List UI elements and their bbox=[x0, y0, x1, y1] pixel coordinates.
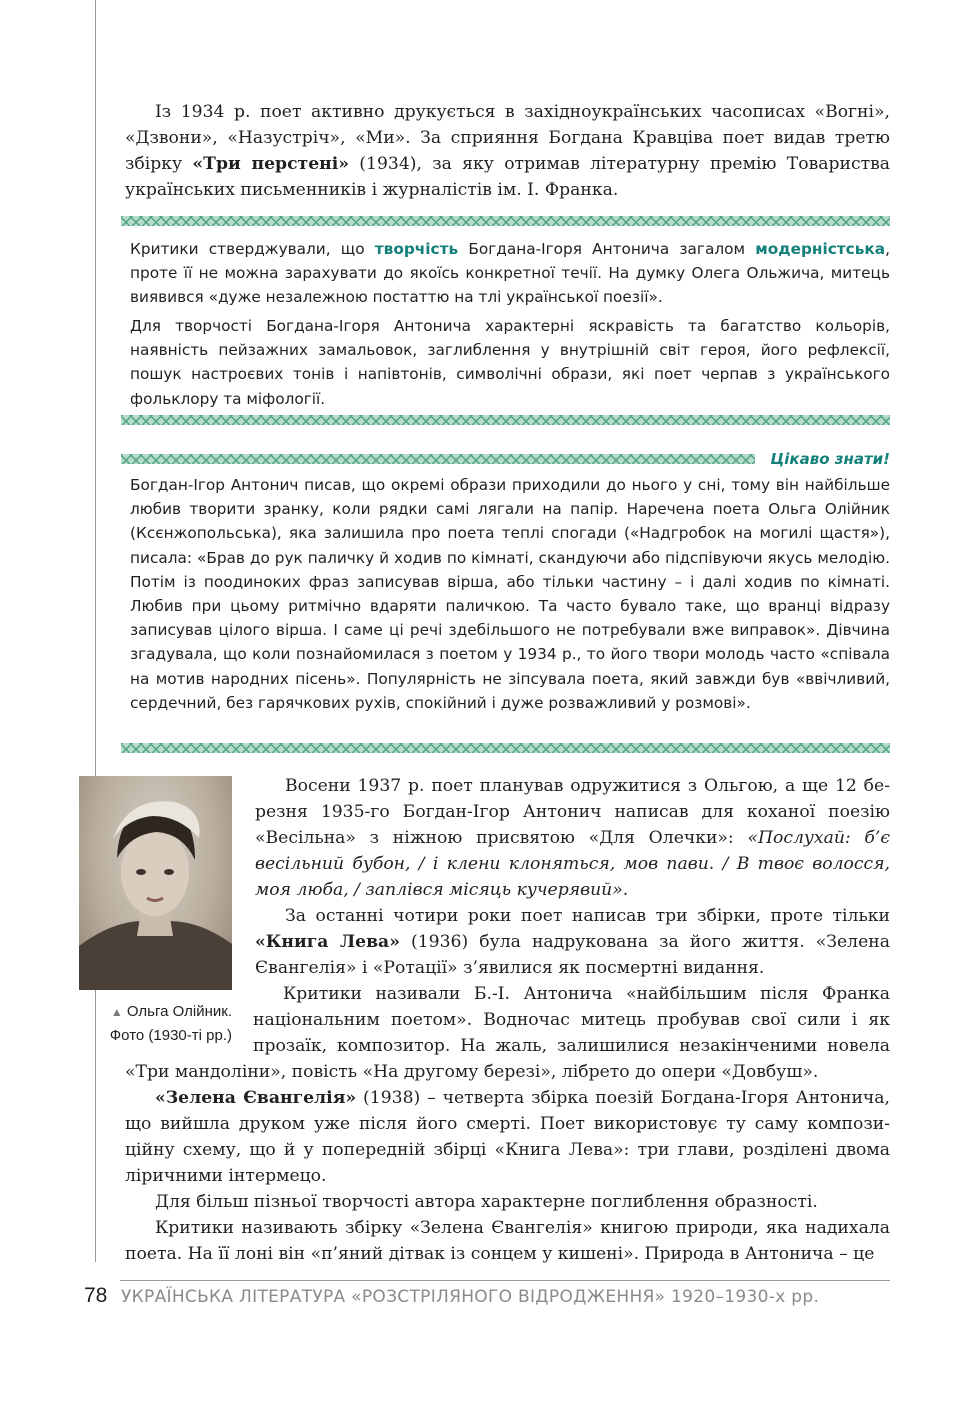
poem-quote: «Послухай: б’є весільний бубон, / і клени клоняться, мов пави. / В твоє волосся, моя люба, / заплівся місяць кучерявий». bbox=[255, 828, 890, 900]
portrait-illustration bbox=[79, 776, 232, 990]
nature-paragraph: Критики називають збірку «Зелена Євангелія» книгою природи, яка надихала поета. На її лоні він «п’яний дітвак із сонцем у кишені». Природа в Антонича – це bbox=[125, 1218, 890, 1264]
box1-bottom-border bbox=[121, 415, 890, 425]
intro-text-end: (1934), за яку отримав літературну премію Товариства українських письменників і журналістів ім. І. Франка. bbox=[125, 154, 891, 200]
caption-line-2: Фото (1930-ті рр.) bbox=[109, 1027, 232, 1044]
green-gospel-paragraph bbox=[125, 1085, 890, 1189]
box1-text-c: , проте її не можна зарахувати до якоїсь конкретної течії. На думку Олега Ольжича, митець виявився «дуже незалежною постаттю на тлі української поезії». bbox=[130, 240, 890, 307]
term-modernist: модерністська bbox=[755, 240, 886, 258]
page-number: 78 bbox=[84, 1284, 108, 1307]
later-work-paragraph: Для більш пізньої творчості автора характерне поглиблення образності. bbox=[155, 1192, 818, 1212]
photo-float-spacer bbox=[125, 981, 253, 1059]
book-title-green-gospel: «Зелена Євангелія» bbox=[155, 1088, 357, 1108]
intro-paragraph bbox=[125, 99, 890, 203]
portrait-photo bbox=[79, 776, 232, 990]
critics-paragraph: Критики називали Б.-І. Антонича «найбільшим після Франка національним поетом». Водночас митець пробував свої сили і як прозаїк, композитор. На жаль, залишилися незакінченими новела «Три мандоліни», повість «На другому березі», лібрето до опери «Довбуш». bbox=[125, 984, 890, 1082]
last-years-paragraph bbox=[255, 903, 890, 981]
last-years-text-a: За останні чотири роки поет написав три збірки, проте тільки bbox=[285, 906, 890, 926]
caption-name: Ольга Олійник. bbox=[126, 1003, 232, 1020]
did-you-know-title: Цікаво знати! bbox=[770, 450, 890, 468]
triangle-icon: ▲ bbox=[110, 1005, 123, 1019]
wedding-text: Восени 1937 р. поет планував одружитися з Ольгою, а ще 12 березня 1935-го Богдан-Ігор Антонич написав для коханої поезію «Весільна» з ніжною присвятою «Для Олечки»: bbox=[255, 776, 890, 848]
margin-rule bbox=[95, 0, 96, 1262]
box2-top-border bbox=[121, 454, 755, 464]
running-title: УКРАЇНСЬКА ЛІТЕРАТУРА «РОЗСТРІЛЯНОГО ВІДРОДЖЕННЯ» 1920–1930-х рр. bbox=[121, 1287, 820, 1307]
term-creativity: творчість bbox=[374, 240, 459, 258]
box2-paragraph: Богдан-Ігор Антонич писав, що окремі образи приходили до нього у сні, тому він найбільше любив творити зранку, коли рядки самі лягали на папір. Наречена поета Ольга Олійник (Ксєнжопольська), яка залишила про поета теплі спогади («Надгробок на могилі щастя»), писала: «Брав до рук паличку й ходив по кімнаті, скандуючи або підспівуючи якусь мелодію. Потім із поодиноких фраз записував вірша, або тільки частину – і далі ходив по кімнаті. Любив при цьому ритмічно вдаряти паличкою. Та часто бувало таке, що вранці відразу записував цілого вірша. І саме ці речі здебільшого не потребували вже виправок». Дівчина згадувала, що коли познайомилася з поетом у 1934 р., то його твори молодь часто «співала на мотив народних пісень». Популярність не зіпсувала поета, який завжди був «ввічливий, сердечний, без гарячкових рухів, спокійний і дуже розважливий у розмові». bbox=[130, 476, 890, 712]
box1-paragraph-2: Для творчості Богдана-Ігоря Антонича характерні яскравість та багатство кольорів, наявність пейзажних замальовок, заглиблення у внутрішній світ героя, його рефлексії, пошук настроєвих тонів і напівтонів, символічні образи, які поет черпав з українського фольклору та міфології. bbox=[130, 317, 890, 408]
book-title-three-rings: «Три перстені» bbox=[192, 154, 349, 174]
green-gospel-text: (1938) – четверта збірка поезій Богдана-Ігоря Антонича, що вийшла друком уже після його смерті. Поет використовує ту саму композиційну схему, що й у попередній збірці «Книга Лева»: три глави, розділені двома ліричними інтермецо. bbox=[125, 1088, 890, 1186]
last-years-text-b: (1936) була надрукована за його життя. «Зелена Євангелія» і «Ротації» з’явилися як посмертні видання. bbox=[255, 932, 890, 978]
box1-paragraph-1 bbox=[130, 237, 890, 310]
intro-text: Із 1934 р. поет активно друкується в західноукраїнських часописах «Вогні», «Дзвони», «Назустріч», «Ми». За сприяння Богдана Кравціва поет видав третю збірку bbox=[125, 102, 890, 174]
box1-top-border bbox=[121, 216, 890, 226]
book-title-book-of-lion: «Книга Лева» bbox=[255, 932, 400, 952]
footer-rule bbox=[120, 1280, 890, 1281]
box1-text-b: Богдана-Ігоря Антонича загалом bbox=[458, 240, 756, 258]
box1-text-a: Критики стверджували, що bbox=[130, 240, 375, 258]
box2-bottom-border bbox=[121, 743, 890, 753]
wedding-paragraph bbox=[255, 773, 890, 903]
critics-paragraph-wrap bbox=[125, 981, 890, 1085]
